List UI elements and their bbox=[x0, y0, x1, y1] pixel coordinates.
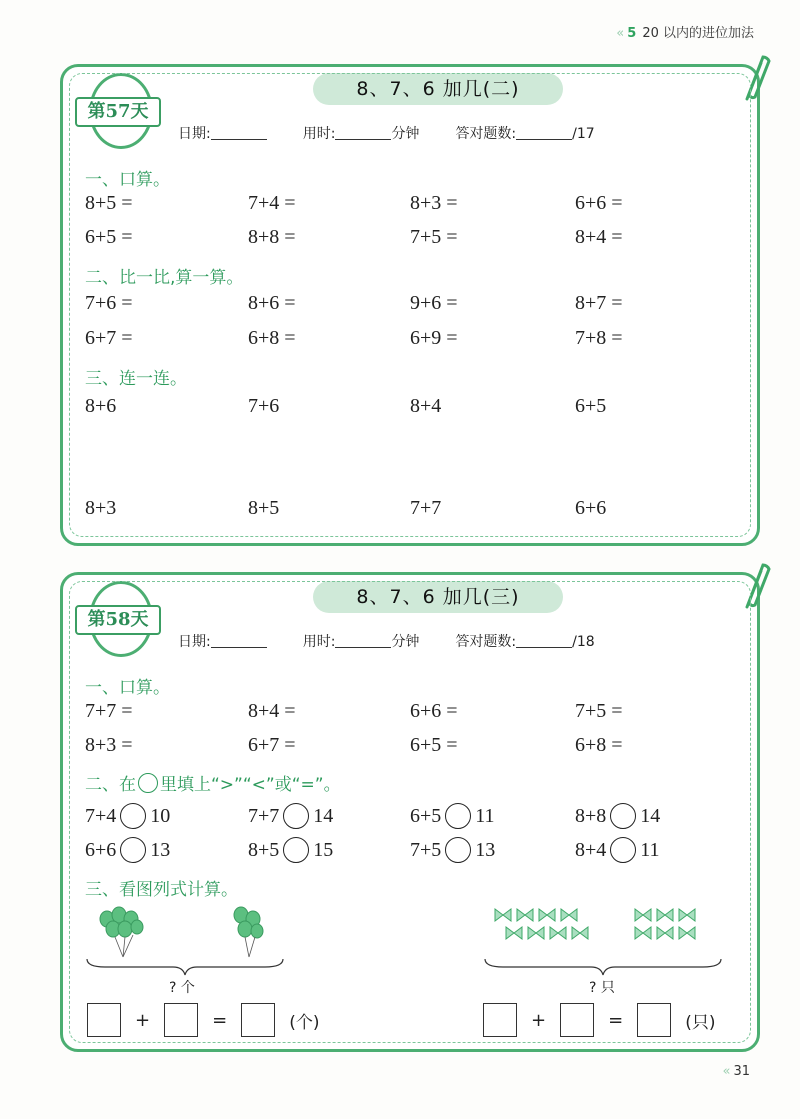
picture-problems bbox=[83, 905, 743, 1035]
problem[interactable]: 6+9 = bbox=[410, 327, 458, 349]
answer-circle[interactable] bbox=[120, 837, 146, 863]
chevron-icon: « bbox=[722, 1064, 728, 1079]
worksheet-day-58 bbox=[60, 572, 760, 1052]
answer-box[interactable] bbox=[241, 1003, 275, 1037]
problem[interactable]: 6+5 = bbox=[85, 226, 133, 248]
paperclip-icon bbox=[737, 47, 773, 107]
answer-circle[interactable] bbox=[445, 837, 471, 863]
problem[interactable]: 6+7 = bbox=[248, 734, 296, 756]
answer-circle[interactable] bbox=[283, 837, 309, 863]
section-title: 一、口算。 bbox=[85, 678, 170, 698]
problem[interactable]: 7+4 = bbox=[248, 192, 296, 214]
brace-icon bbox=[483, 957, 723, 977]
compare-item: 8+4 11 bbox=[575, 837, 660, 863]
time-blank[interactable] bbox=[335, 126, 391, 140]
match-item[interactable]: 7+6 bbox=[248, 395, 280, 417]
answer-circle[interactable] bbox=[445, 803, 471, 829]
problem[interactable]: 7+5 = bbox=[575, 700, 623, 722]
match-item[interactable]: 8+6 bbox=[85, 395, 117, 417]
problem[interactable]: 6+8 = bbox=[248, 327, 296, 349]
problem[interactable]: 9+6 = bbox=[410, 292, 458, 314]
meta-row: 日期: 用时: 分钟 答对题数: /17 bbox=[178, 126, 595, 142]
problem[interactable]: 6+7 = bbox=[85, 327, 133, 349]
problem[interactable]: 8+3 = bbox=[85, 734, 133, 756]
equation-right: + = (只) bbox=[483, 1003, 715, 1037]
paperclip-icon bbox=[737, 555, 773, 615]
compare-item: 6+5 11 bbox=[410, 803, 495, 829]
problem[interactable]: 7+6 = bbox=[85, 292, 133, 314]
match-item[interactable]: 8+3 bbox=[85, 497, 117, 519]
compare-item: 8+5 15 bbox=[248, 837, 333, 863]
section-title: 三、连一连。 bbox=[85, 369, 187, 389]
day-label: 第57天 bbox=[75, 97, 161, 127]
section-title: 二、在 里填上“>”“<”或“=”。 bbox=[85, 775, 341, 795]
time-blank[interactable] bbox=[335, 634, 391, 648]
match-item[interactable]: 8+5 bbox=[248, 497, 280, 519]
compare-item: 8+8 14 bbox=[575, 803, 660, 829]
date-blank[interactable] bbox=[211, 634, 267, 648]
match-item[interactable]: 7+7 bbox=[410, 497, 442, 519]
score-blank[interactable] bbox=[516, 126, 572, 140]
problem[interactable]: 6+6 = bbox=[410, 700, 458, 722]
answer-box[interactable] bbox=[637, 1003, 671, 1037]
match-item[interactable]: 6+5 bbox=[575, 395, 607, 417]
answer-circle[interactable] bbox=[610, 803, 636, 829]
chevron-icon: « bbox=[616, 26, 622, 41]
balloons-illustration bbox=[93, 905, 293, 965]
meta-row: 日期: 用时: 分钟 答对题数: /18 bbox=[178, 634, 595, 650]
answer-box[interactable] bbox=[164, 1003, 198, 1037]
problem[interactable]: 8+4 = bbox=[575, 226, 623, 248]
compare-item: 6+6 13 bbox=[85, 837, 170, 863]
problem[interactable]: 7+8 = bbox=[575, 327, 623, 349]
section-title: 三、看图列式计算。 bbox=[85, 880, 238, 900]
butterflies-illustration bbox=[493, 907, 723, 953]
answer-box[interactable] bbox=[560, 1003, 594, 1037]
compare-item: 7+7 14 bbox=[248, 803, 333, 829]
score-blank[interactable] bbox=[516, 634, 572, 648]
problem[interactable]: 6+6 = bbox=[575, 192, 623, 214]
chapter-title: 20 以内的进位加法 bbox=[642, 26, 754, 41]
day-badge bbox=[75, 581, 161, 667]
worksheet-day-57 bbox=[60, 64, 760, 546]
day-label: 第58天 bbox=[75, 605, 161, 635]
answer-box[interactable] bbox=[483, 1003, 517, 1037]
chapter-header bbox=[616, 22, 754, 41]
date-blank[interactable] bbox=[211, 126, 267, 140]
answer-box[interactable] bbox=[87, 1003, 121, 1037]
equation-left: + = (个) bbox=[87, 1003, 319, 1037]
problem[interactable]: 7+5 = bbox=[410, 226, 458, 248]
brace-label: ? 只 bbox=[589, 980, 615, 996]
section-title: 二、比一比,算一算。 bbox=[85, 268, 244, 288]
problem[interactable]: 8+5 = bbox=[85, 192, 133, 214]
problem[interactable]: 7+7 = bbox=[85, 700, 133, 722]
compare-item: 7+4 10 bbox=[85, 803, 170, 829]
brace-label: ? 个 bbox=[169, 980, 195, 996]
worksheet-title: 8、7、6 加几(二) bbox=[313, 73, 563, 105]
brace-icon bbox=[85, 957, 285, 977]
chapter-number: 5 bbox=[627, 26, 637, 41]
problem[interactable]: 8+8 = bbox=[248, 226, 296, 248]
problem[interactable]: 8+7 = bbox=[575, 292, 623, 314]
problem[interactable]: 6+8 = bbox=[575, 734, 623, 756]
answer-circle[interactable] bbox=[120, 803, 146, 829]
problem[interactable]: 8+3 = bbox=[410, 192, 458, 214]
worksheet-title: 8、7、6 加几(三) bbox=[313, 581, 563, 613]
day-badge bbox=[75, 73, 161, 159]
problem[interactable]: 8+6 = bbox=[248, 292, 296, 314]
section-title: 一、口算。 bbox=[85, 170, 170, 190]
match-item[interactable]: 6+6 bbox=[575, 497, 607, 519]
match-item[interactable]: 8+4 bbox=[410, 395, 442, 417]
problem[interactable]: 6+5 = bbox=[410, 734, 458, 756]
circle-icon bbox=[138, 773, 158, 793]
problem[interactable]: 8+4 = bbox=[248, 700, 296, 722]
page-number: « 31 bbox=[722, 1064, 750, 1079]
compare-item: 7+5 13 bbox=[410, 837, 495, 863]
answer-circle[interactable] bbox=[283, 803, 309, 829]
answer-circle[interactable] bbox=[610, 837, 636, 863]
